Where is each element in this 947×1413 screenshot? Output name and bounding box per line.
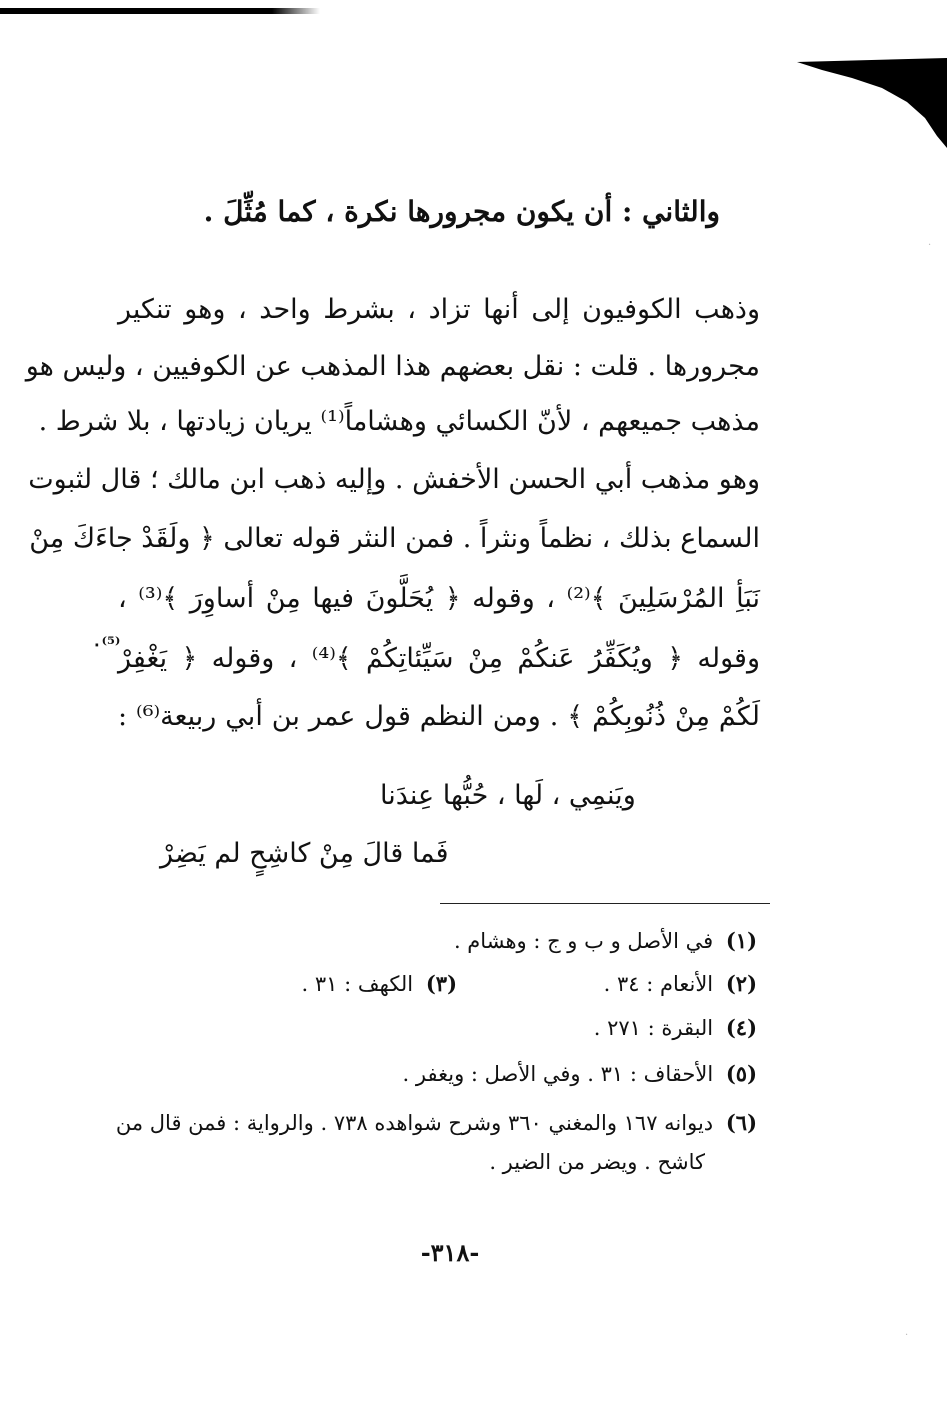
verse-second-hemistich: فَما قالَ مِنْ كاشِحٍ لم يَضِرْ <box>160 838 449 869</box>
footnote-text: الأحقاف : ٣١ . وفي الأصل : ويغفر . <box>402 1062 714 1086</box>
body-line: مجرورها . قلت : نقل بعضهم هذا المذهب عن الكوفيين ، وليس هو <box>25 351 760 382</box>
footnote-3 <box>302 973 457 995</box>
scan-speck: · <box>905 1330 909 1341</box>
body-line: مذهب جميعهم ، لأنّ الكسائي وهشاماً⁽¹⁾ يريان زيادتها ، بلا شرط . <box>38 406 760 437</box>
scan-speck: · <box>928 240 932 251</box>
body-line: نَبَأِ المُرْسَلِينَ ﴾⁽²⁾ ، وقوله ﴿ يُحَلَّونَ فيها مِنْ أساوِرَ ﴾⁽³⁾ ، <box>118 583 760 614</box>
footnote-6 <box>116 1112 757 1134</box>
footnote-4 <box>594 1017 757 1039</box>
footnote-separator <box>440 903 770 904</box>
footnote-number: (٣) <box>425 971 457 996</box>
footnote-6-continuation: كاشح . ويضر من الضير . <box>489 1150 705 1174</box>
footnote-number: (١) <box>725 928 757 953</box>
body-line: السماع بذلك ، نظماً ونثراً . فمن النثر قوله تعالى ﴿ ولَقَدْ جاءَكَ مِنْ <box>29 523 760 554</box>
footnote-text: البقرة : ٢٧١ . <box>593 1016 714 1040</box>
verse-first-hemistich: ويَنمِي ، لَها ، حُبُّها عِندَنا <box>380 780 636 811</box>
scan-edge-bar <box>0 8 320 14</box>
footnote-number: (٥) <box>725 1061 757 1086</box>
footnote-text: الكهف : ٣١ . <box>301 972 414 996</box>
footnote-text: في الأصل و ب و ج : وهشام . <box>453 929 714 953</box>
footnote-5 <box>403 1063 757 1085</box>
footnote-marker-5: ⁽⁵⁾٠ <box>92 634 121 655</box>
scan-corner-shadow <box>797 58 947 148</box>
footnote-number: (٦) <box>725 1110 757 1135</box>
body-line: لَكُمْ مِنْ ذُنُوبِكُمْ ﴾ . ومن النظم قول عمر بن أبي ربيعة⁽⁶⁾ : <box>118 701 760 732</box>
footnote-1 <box>454 930 757 952</box>
body-line: وقوله ﴿ ويُكَفِّرُ عَنكُمْ مِنْ سَيِّئاتِكُمْ ﴾⁽⁴⁾ ، وقوله ﴿ يَغْفِرْ <box>118 643 761 674</box>
page-number: -٣١٨- <box>420 1238 480 1267</box>
footnote-text: الأنعام : ٣٤ . <box>603 972 714 996</box>
footnote-2 <box>604 973 757 995</box>
footnote-number: (٢) <box>725 971 757 996</box>
body-line: وهو مذهب أبي الحسن الأخفش . وإليه ذهب ابن مالك ؛ قال لثبوت <box>28 464 760 495</box>
body-line: وذهب الكوفيون إلى أنها تزاد ، بشرط واحد ، وهو تنكير <box>118 294 760 325</box>
section-heading: والثاني : أن يكون مجرورها نكرة ، كما مُثِّلَ . <box>203 195 720 228</box>
footnote-number: (٤) <box>725 1015 757 1040</box>
footnote-text: ديوانه ١٦٧ والمغني ٣٦٠ وشرح شواهده ٧٣٨ . والرواية : فمن قال من <box>115 1111 714 1135</box>
